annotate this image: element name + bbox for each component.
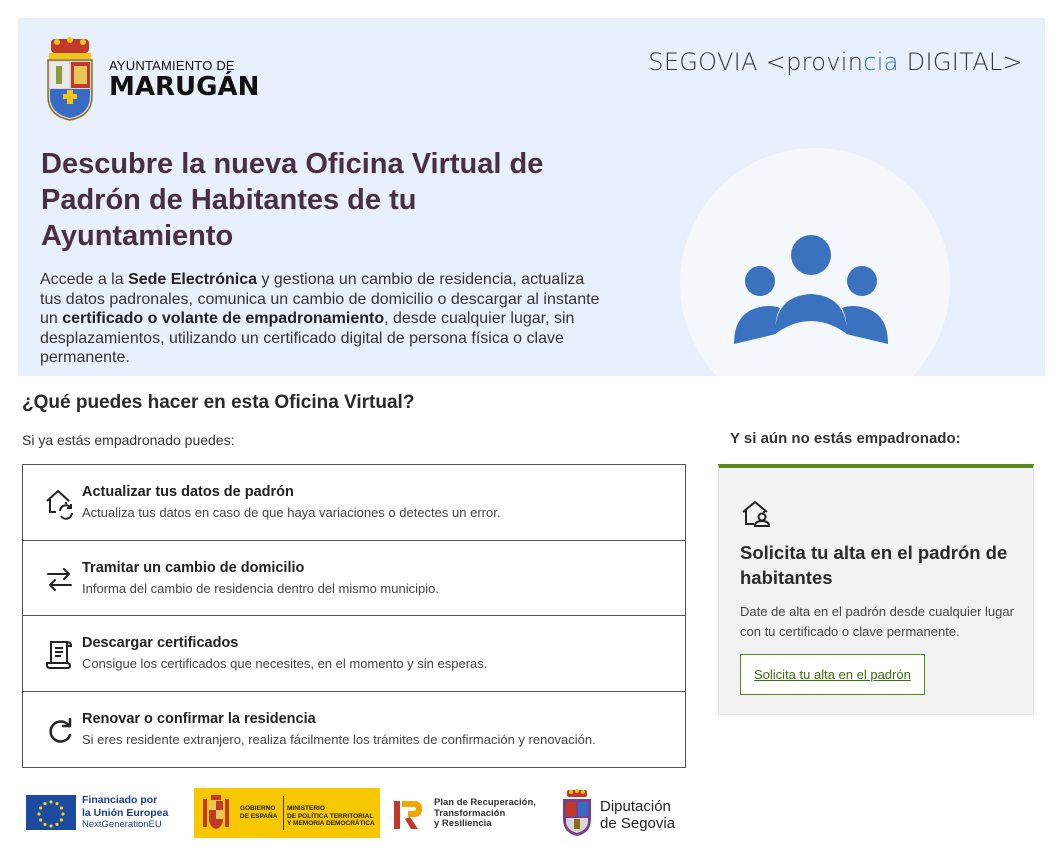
certificate-icon (43, 637, 77, 671)
diputacion-text: Diputación de Segovia (600, 798, 676, 832)
service-renew-residence[interactable] (23, 692, 685, 768)
eu-funding-text: Financiado por la Unión Europea NextGenerationEU (82, 794, 169, 830)
service-desc: Informa del cambio de residencia dentro del mismo municipio. (82, 580, 439, 596)
hero-title: Descubre la nueva Oficina Virtual de Padrón de Habitantes de tu Ayuntamiento (41, 148, 544, 252)
logo-line-2: MARUGÁN (109, 71, 260, 102)
section-title: ¿Qué puedes hacer en esta Oficina Virtual? (22, 392, 415, 413)
people-group-icon (680, 148, 950, 376)
service-download-certificates[interactable] (23, 616, 685, 692)
service-title: Descargar certificados (82, 635, 239, 651)
brand-part-1: SEGOVIA <prov (648, 48, 841, 76)
brand-part-5: DIGITAL> (898, 48, 1023, 76)
hero-banner (18, 18, 1045, 376)
service-change-address[interactable] (23, 541, 685, 617)
card-title: Solicita tu alta en el padrón de habitantes (740, 542, 1008, 588)
aside-title: Y si aún no estás empadronado: (730, 430, 961, 447)
register-button[interactable]: Solicita tu alta en el padrón (740, 654, 925, 695)
marugan-logo[interactable] (45, 36, 259, 122)
swap-arrows-icon (43, 562, 77, 596)
register-card (718, 464, 1034, 715)
service-title: Renovar o confirmar la residencia (82, 710, 316, 727)
house-refresh-icon (43, 486, 77, 520)
house-user-icon (740, 498, 774, 530)
brand-part-3: c (863, 48, 877, 76)
diputacion-shield-icon (560, 789, 594, 837)
service-title: Actualizar tus datos de padrón (82, 484, 294, 500)
prtr-logo-icon (392, 795, 428, 833)
hero-description: Accede a la Sede Electrónica y gestiona un cambio de residencia, actualiza tus datos padronales, comunica un cambio de domicilio o descargar al instante un certificado o volante de empadronamiento, desde cualquier lugar, sin desplazamientos, utilizando un certificado digital de persona física o clave permanente. (40, 271, 600, 366)
section-subtitle: Si ya estás empadronado puedes: (22, 432, 235, 448)
spain-emblem-icon (200, 793, 232, 833)
service-desc: Si eres residente extranjero, realiza fácilmente los trámites de confirmación y renovación. (82, 731, 596, 747)
eu-flag-icon (26, 795, 76, 830)
gobierno-espana-logo: GOBIERNO DE ESPAÑA MINISTERIO DE POLÍTICA TERRITORIAL Y MEMORIA DEMOCRÁTICA (194, 788, 380, 838)
logo-line-1: AYUNTAMIENTO DE (109, 57, 235, 73)
service-desc: Consigue los certificados que necesites, en el momento y sin esperas. (82, 656, 488, 671)
funding-logos (26, 785, 706, 841)
services-list (22, 464, 686, 768)
brand-part-4: ia (876, 48, 899, 76)
refresh-icon (43, 713, 77, 747)
brand-part-2: in (840, 48, 864, 76)
service-update-data[interactable] (23, 465, 685, 541)
hero-illustration (680, 148, 950, 376)
card-text: Date de alta en el padrón desde cualquier lugar con tu certificado o clave permanente. (740, 604, 1014, 639)
segovia-digital-logo[interactable] (648, 48, 1023, 76)
prtr-text: Plan de Recuperación, Transformación y Resiliencia (434, 797, 536, 829)
service-title: Tramitar un cambio de domicilio (82, 559, 305, 576)
service-desc: Actualiza tus datos en caso de que haya variaciones o detectes un error. (82, 505, 501, 520)
coat-of-arms-icon (45, 36, 95, 122)
